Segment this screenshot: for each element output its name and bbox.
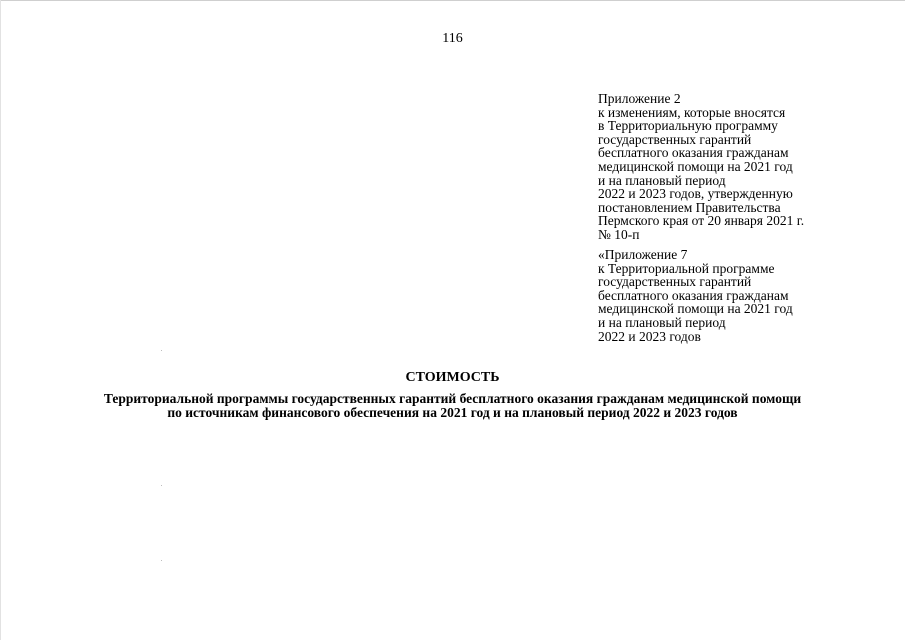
appendix-2-line: государственных гарантий	[598, 131, 752, 147]
appendix-7-line: 2022 и 2023 годов	[598, 328, 701, 344]
appendix-7-line: бесплатного оказания гражданам	[598, 287, 789, 303]
appendix-7-header	[598, 248, 898, 343]
scan-top-edge	[0, 0, 905, 1]
appendix-7-line: государственных гарантий	[598, 274, 752, 290]
appendix-2-line: Приложение 2	[598, 91, 681, 106]
document-subtitle	[0, 392, 905, 420]
appendix-7-line: к Территориальной программе	[598, 260, 775, 276]
scan-left-edge	[0, 0, 1, 640]
appendix-7-line: «Приложение 7	[598, 247, 688, 262]
subtitle-line: Территориальной программы государственных гарантий бесплатного оказания гражданам медицинской помощи	[103, 391, 802, 406]
appendix-2-line: бесплатного оказания гражданам	[598, 145, 789, 161]
appendix-7-line: и на плановый период	[598, 314, 726, 330]
appendix-2-line: постановлением Правительства	[598, 199, 781, 215]
appendix-7-line: медицинской помощи на 2021 год	[598, 301, 793, 317]
appendix-2-line: медицинской помощи на 2021 год	[598, 158, 793, 174]
appendix-2-line: Пермского края от 20 января 2021 г.	[598, 213, 805, 229]
scan-speck	[161, 485, 162, 486]
appendix-2-line: № 10-п	[598, 226, 640, 242]
page-number: 116	[442, 31, 463, 46]
appendix-2-line: в Территориальную программу	[598, 118, 778, 134]
appendix-2-line: к изменениям, которые вносятся	[598, 104, 786, 120]
scan-speck	[161, 350, 162, 351]
appendix-2-line: и на плановый период	[598, 172, 726, 188]
subtitle-line: по источникам финансового обеспечения на 2021 год и на плановый период 2022 и 2023 годов	[167, 405, 738, 420]
appendix-2-line: 2022 и 2023 годов, утвержденную	[598, 186, 793, 202]
scan-speck	[161, 560, 162, 561]
document-title: СТОИМОСТЬ	[405, 370, 500, 385]
appendix-2-header	[598, 92, 898, 242]
